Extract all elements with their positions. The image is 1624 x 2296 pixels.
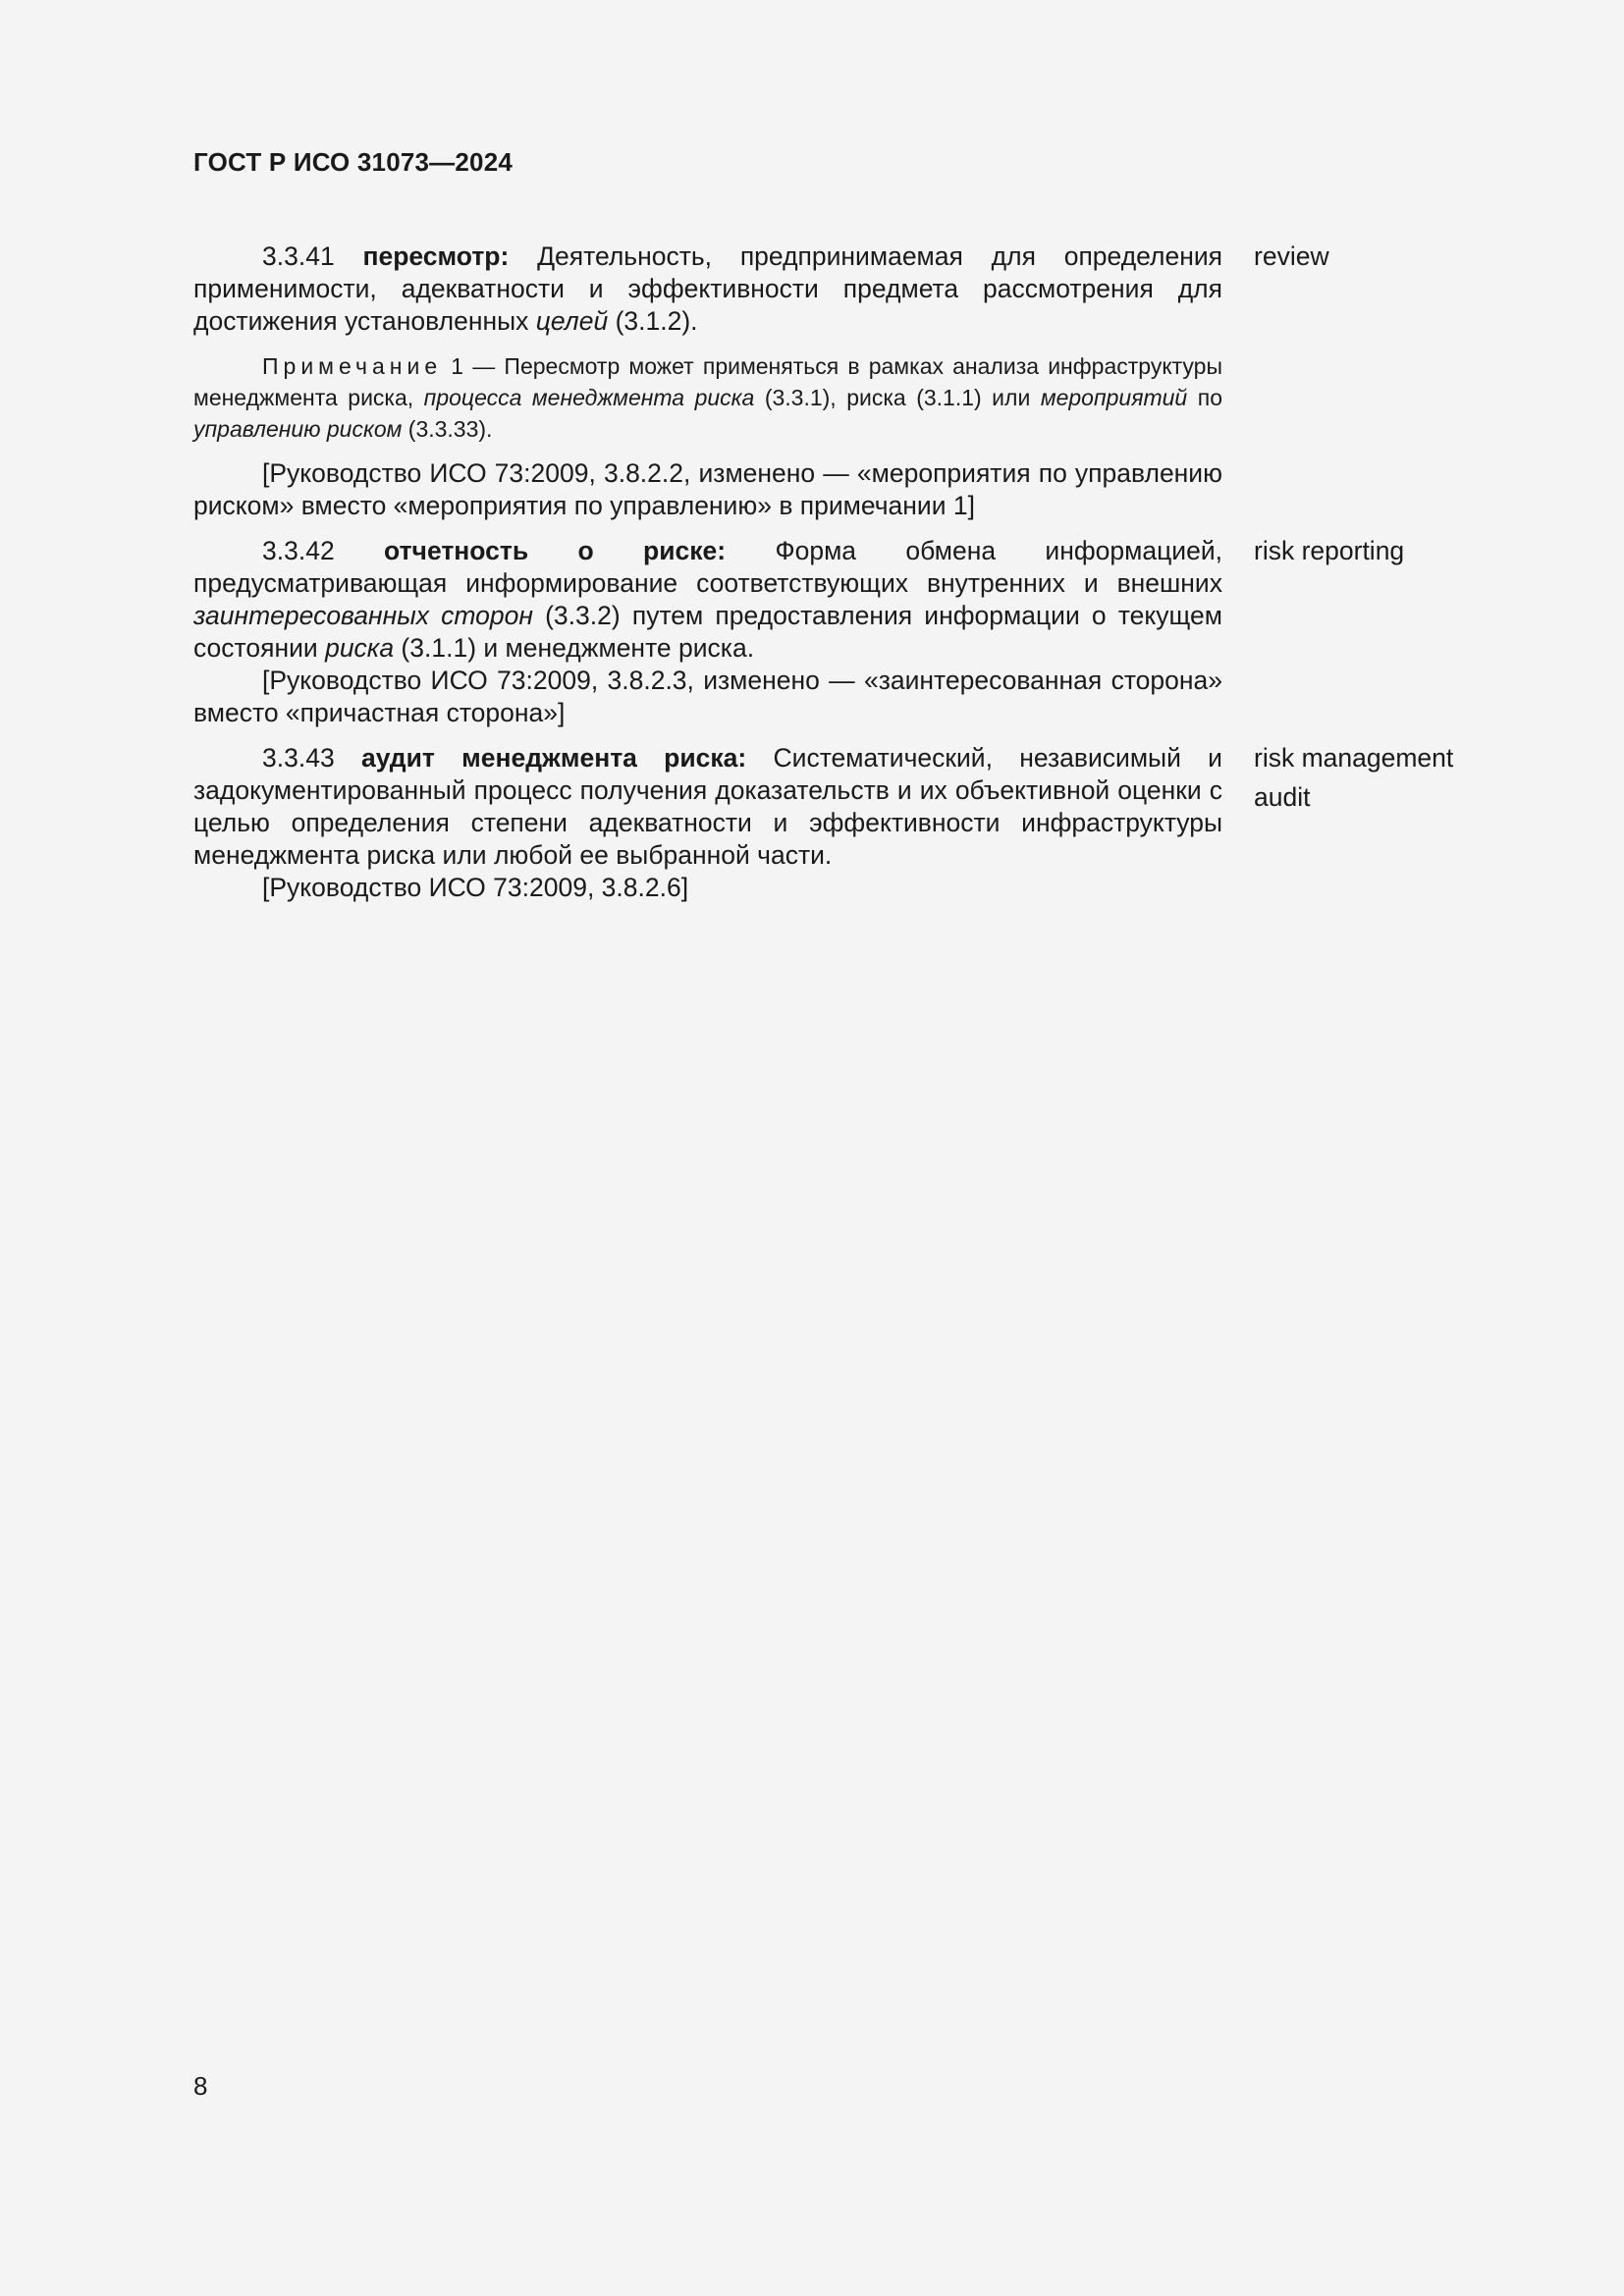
- note-seg: (3.3.33).: [402, 416, 493, 442]
- english-equivalent: risk management audit: [1254, 743, 1454, 812]
- note-seg: управлению риском: [193, 416, 403, 442]
- def-seg: (3.1.2).: [608, 306, 698, 336]
- term-name: пересмотр:: [362, 241, 510, 271]
- term-name: аудит менеджмента риска:: [360, 743, 747, 773]
- def-seg: (3.1.1) и менеджменте риска.: [394, 633, 755, 663]
- term-entry: [193, 535, 1470, 729]
- term-entry: [193, 240, 1470, 522]
- english-equivalent: risk reporting: [1254, 536, 1405, 565]
- document-body: [193, 240, 1470, 904]
- term-name: отчетность о риске:: [384, 536, 727, 565]
- page-number: 8: [193, 2071, 208, 2101]
- note-seg: процесса менеджмента риска: [423, 385, 755, 410]
- def-seg: Деятельность, предпринимаемая для определения применимости, адекватности и эффективности предмета рассмотрения для достижения установленных: [193, 241, 1222, 336]
- def-seg: (3.3.2) путем предоставления информации о текущем состоянии: [193, 601, 1222, 663]
- english-equivalent: review: [1254, 241, 1329, 271]
- term-entry: [193, 742, 1470, 904]
- term-main: [193, 742, 1222, 904]
- def-seg: риска: [325, 633, 395, 663]
- term-definition: [193, 742, 1222, 872]
- note-label: Примечание: [262, 353, 443, 379]
- note-seg: 1 — Пересмотр может применяться в рамках анализа инфраструктуры менеджмента риска,: [193, 353, 1222, 410]
- term-number: 3.3.43: [262, 743, 335, 773]
- term-number: 3.3.42: [262, 536, 335, 565]
- term-note: [193, 350, 1222, 445]
- term-definition: [193, 535, 1222, 665]
- note-seg: по: [1187, 385, 1222, 410]
- def-seg: Систематический, независимый и задокументированный процесс получения доказательств и их объективной оценки с целью определения степени адекватности и эффективности инфраструктуры менеджмента риска или любой ее выбранной части.: [193, 743, 1222, 870]
- def-seg: целей: [535, 306, 609, 336]
- def-seg: заинтересованных сторон: [193, 601, 533, 630]
- term-definition: [193, 240, 1222, 338]
- document-header: ГОСТ Р ИСО 31073—2024: [193, 147, 514, 177]
- term-source: [Руководство ИСО 73:2009, 3.8.2.3, изменено — «заинтересованная сторона» вместо «причастная сторона»]: [193, 666, 1222, 727]
- note-seg: мероприятий: [1040, 385, 1188, 410]
- term-source: [Руководство ИСО 73:2009, 3.8.2.6]: [262, 873, 689, 902]
- term-main: [193, 535, 1222, 729]
- note-seg: (3.3.1), риска (3.1.1) или: [754, 385, 1041, 410]
- term-main: [193, 240, 1222, 522]
- def-seg: Форма обмена информацией, предусматривающая информирование соответствующих внутренних и внешних: [193, 536, 1222, 598]
- term-number: 3.3.41: [262, 241, 335, 271]
- term-source: [Руководство ИСО 73:2009, 3.8.2.2, изменено — «мероприятия по управлению риском» вместо «мероприятия по управлению» в примечании 1]: [193, 458, 1222, 520]
